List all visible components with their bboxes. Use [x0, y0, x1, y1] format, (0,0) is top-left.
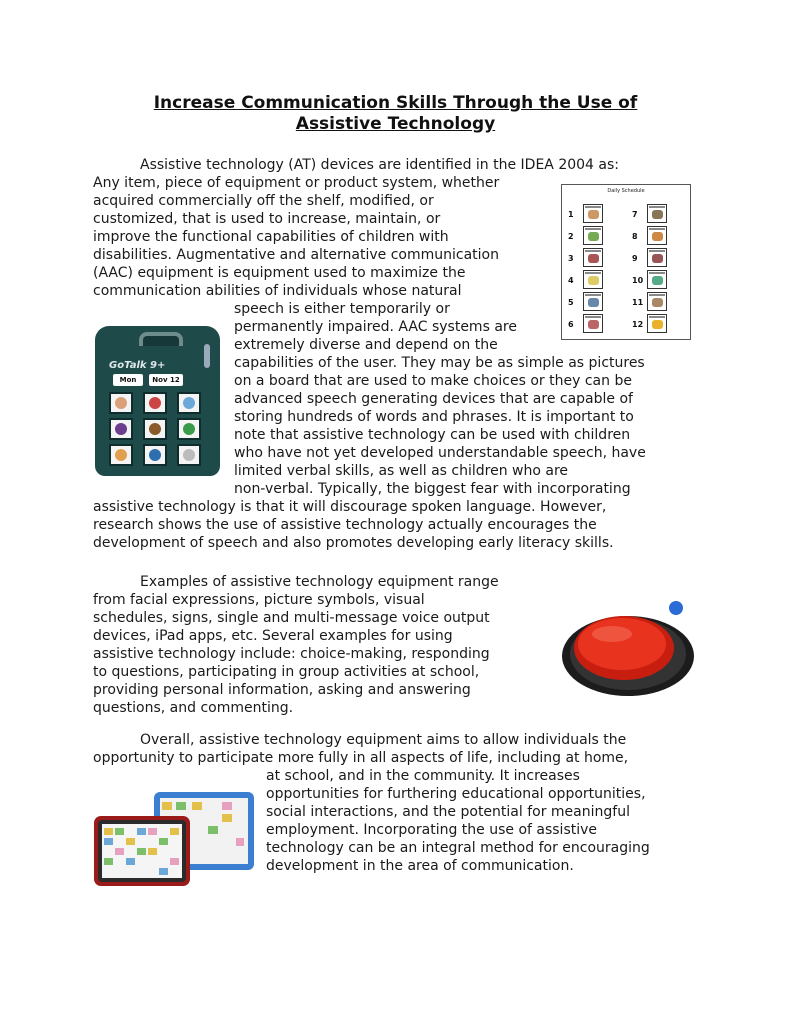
paragraph-line: research shows the use of assistive technology actually encourages the: [93, 517, 597, 533]
schedule-title: Daily Schedule: [607, 188, 645, 194]
title-line-2: Assistive Technology: [295, 114, 496, 134]
schedule-number: 12: [632, 320, 644, 329]
picture-symbol-icon: [647, 292, 667, 311]
paragraph-line: advanced speech generating devices that are capable of: [234, 391, 633, 407]
title-line-1: Increase Communication Skills Through the Use of: [153, 93, 638, 113]
paragraph-line: Overall, assistive technology equipment aims to allow individuals the: [140, 732, 627, 748]
picture-symbol-icon: [583, 226, 603, 245]
schedule-item: [632, 204, 688, 224]
paragraph-line: to questions, participating in group activities at school,: [93, 664, 480, 680]
cake-icon: [143, 418, 167, 440]
picture-key-icon: [177, 444, 201, 466]
picture-key-icon: [143, 392, 167, 414]
device-lever: [204, 344, 210, 368]
schedule-item: [568, 226, 624, 246]
schedule-number: 9: [632, 254, 638, 263]
gotalk-device-image: [95, 326, 220, 476]
paragraph-line: storing hundreds of words and phrases. It is important to: [234, 409, 634, 425]
picture-key-icon: [109, 392, 133, 414]
daily-schedule-image: [561, 184, 691, 340]
schedule-number: 4: [568, 276, 574, 285]
picture-key-icon: [177, 418, 201, 440]
day-tag: Mon: [113, 374, 143, 386]
paragraph-line: (AAC) equipment is equipment used to maximize the: [93, 265, 466, 281]
picture-symbol-icon: [583, 204, 603, 223]
paragraph-line: Any item, piece of equipment or product system, whether: [93, 175, 500, 191]
picture-key-icon: [109, 444, 133, 466]
picture-key-icon: [143, 444, 167, 466]
paragraph-line: capabilities of the user. They may be as simple as pictures: [234, 355, 645, 371]
paragraph-line: customized, that is used to increase, maintain, or: [93, 211, 441, 227]
paragraph-line: Examples of assistive technology equipment range: [140, 574, 499, 590]
schedule-item: [568, 248, 624, 268]
paragraph-line: non-verbal. Typically, the biggest fear with incorporating: [234, 481, 631, 497]
paragraph-line: who have not yet developed understandable speech, have: [234, 445, 646, 461]
schedule-item: [632, 226, 688, 246]
device-handle: [139, 332, 183, 346]
page-title: [90, 93, 701, 135]
paragraph-line: questions, and commenting.: [93, 700, 294, 716]
paragraph-line: schedules, signs, single and multi-message voice output: [93, 610, 490, 626]
schedule-number: 3: [568, 254, 574, 263]
paragraph-line: at school, and in the community. It increases: [266, 768, 580, 784]
picture-symbol-icon: [583, 270, 603, 289]
picture-symbol-icon: [583, 292, 603, 311]
schedule-number: 6: [568, 320, 574, 329]
paragraph-line: acquired commercially off the shelf, modified, or: [93, 193, 434, 209]
paragraph-line: communication abilities of individuals whose natural: [93, 283, 462, 299]
schedule-number: 5: [568, 298, 574, 307]
schedule-item: [632, 292, 688, 312]
paragraph-line: disabilities. Augmentative and alternative communication: [93, 247, 499, 263]
schedule-item: [568, 314, 624, 334]
big-red-button-image: [556, 596, 696, 700]
bus-icon: [647, 314, 667, 333]
paragraph-line: speech is either temporarily or: [234, 301, 450, 317]
schedule-item: [632, 270, 688, 290]
schedule-number: 1: [568, 210, 574, 219]
paragraph-line: social interactions, and the potential for meaningful: [266, 804, 630, 820]
picture-key-icon: [177, 392, 201, 414]
date-tag: Nov 12: [149, 374, 183, 386]
paragraph-line: employment. Incorporating the use of assistive: [266, 822, 598, 838]
paragraph-line: technology can be an integral method for encouraging: [266, 840, 650, 856]
picture-symbol-icon: [583, 248, 603, 267]
paragraph-line: development of speech and also promotes developing early literacy skills.: [93, 535, 614, 551]
grapes-icon: [109, 418, 133, 440]
paragraph-line: from facial expressions, picture symbols, visual: [93, 592, 425, 608]
schedule-item: [568, 292, 624, 312]
paragraph-line: note that assistive technology can be used with children: [234, 427, 631, 443]
paragraph-line: assistive technology include: choice-making, responding: [93, 646, 490, 662]
paragraph-line: providing personal information, asking and answering: [93, 682, 471, 698]
schedule-number: 2: [568, 232, 574, 241]
paragraph-line: development in the area of communication.: [266, 858, 574, 874]
device-top-strip: [105, 374, 208, 388]
aac-tablets-image: [92, 790, 257, 888]
schedule-item: [568, 270, 624, 290]
paragraph-line: permanently impaired. AAC systems are: [234, 319, 517, 335]
schedule-item: [632, 248, 688, 268]
schedule-number: 11: [632, 298, 644, 307]
paragraph-line: extremely diverse and depend on the: [234, 337, 498, 353]
paragraph-line: improve the functional capabilities of children with: [93, 229, 449, 245]
picture-symbol-icon: [647, 226, 667, 245]
paragraph-line: assistive technology is that it will discourage spoken language. However,: [93, 499, 607, 515]
paragraph-line: opportunity to participate more fully in all aspects of life, including at home,: [93, 750, 629, 766]
picture-symbol-icon: [647, 270, 667, 289]
picture-symbol-icon: [647, 204, 667, 223]
schedule-number: 10: [632, 276, 644, 285]
picture-symbol-icon: [647, 248, 667, 267]
device-brand-logo: GoTalk 9+: [109, 360, 166, 371]
schedule-number: 8: [632, 232, 638, 241]
paragraph-line: devices, iPad apps, etc. Several examples for using: [93, 628, 453, 644]
paragraph-line: opportunities for furthering educational opportunities,: [266, 786, 646, 802]
schedule-number: 7: [632, 210, 638, 219]
paragraph-line: Assistive technology (AT) devices are identified in the IDEA 2004 as:: [140, 157, 620, 173]
picture-symbol-icon: [583, 314, 603, 333]
paragraph-line: on a board that are used to make choices or they can be: [234, 373, 632, 389]
paragraph-line: limited verbal skills, as well as children who are: [234, 463, 569, 479]
schedule-item: [568, 204, 624, 224]
schedule-item: [632, 314, 688, 334]
